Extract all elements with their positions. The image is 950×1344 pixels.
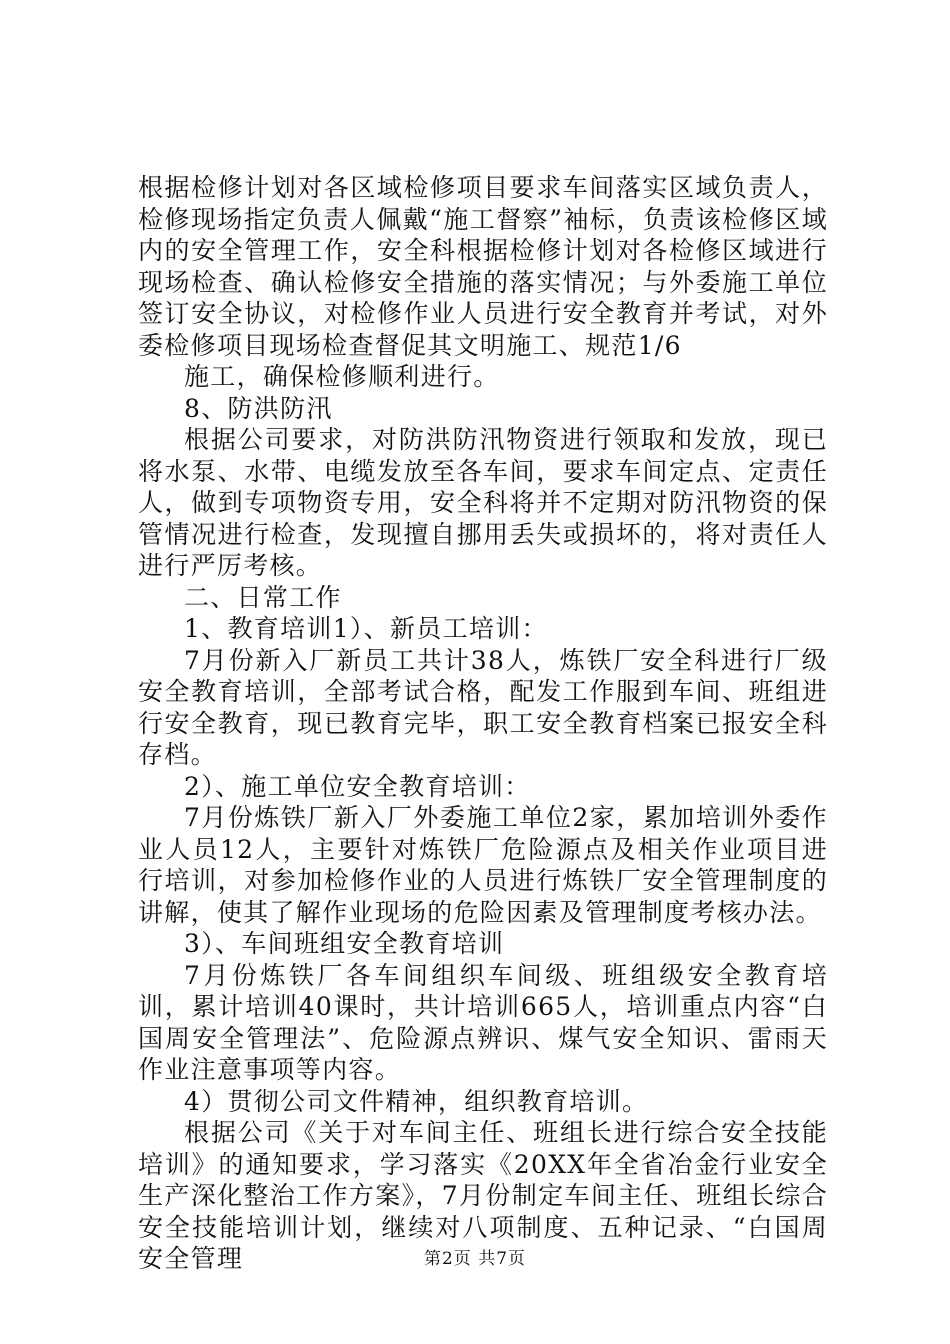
subheading-contractor-training: 2）、施工单位安全教育培训： [184, 771, 531, 801]
subheading-company-directive: 4）贯彻公司文件精神，组织教育培训。 [184, 1086, 649, 1116]
subheading-new-employee-training: 1、教育培训1）、新员工培训： [184, 614, 548, 643]
paragraph-contractor-training: 7月份炼铁厂新入厂外委施工单位2家，累加培训外委作业人员12人，主要针对炼铁厂危险源点及相关作业项目进行培训，对参加检修作业的人员进行炼铁厂安全管理制度的讲解，使其了解作业现场的危险因素及管理制度考核办法。 [138, 803, 828, 927]
document-body [138, 172, 828, 1275]
section-heading-daily-work: 二、日常工作 [184, 582, 342, 612]
paragraph-company-directive: 根据公司《关于对车间主任、班组长进行综合安全技能培训》的通知要求，学习落实《20XX年全省冶金行业安全生产深化整治工作方案》，7月份制定车间主任、班组长综合安全技能培训计划，继续对八项制度、五种记录、“白国周安全管理 [138, 1118, 828, 1273]
paragraph-1: 根据检修计划对各区域检修项目要求车间落实区域负责人，检修现场指定负责人佩戴“施工督察”袖标，负责该检修区域内的安全管理工作，安全科根据检修计划对各检修区域进行现场检查、确认检修安全措施的落实情况；与外委施工单位签订安全协议，对检修作业人员进行安全教育并考试，对外委检修项目现场检查督促其文明施工、规范1/6 [138, 173, 828, 360]
subheading-workshop-training: 3）、车间班组安全教育培训 [184, 929, 505, 958]
paragraph-2: 施工，确保检修顺利进行。 [184, 362, 500, 391]
paragraph-workshop-training: 7月份炼铁厂各车间组织车间级、班组级安全教育培训，累计培训40课时，共计培训665人，培训重点内容“白国周安全管理法”、危险源点辨识、煤气安全知识、雷雨天作业注意事项等内容。 [138, 960, 828, 1084]
section-heading-flood-control: 8、防洪防汛 [184, 393, 333, 423]
paragraph-flood-control: 根据公司要求，对防洪防汛物资进行领取和发放，现已将水泵、水带、电缆发放至各车间，要求车间定点、定责任人，做到专项物资专用，安全科将并不定期对防汛物资的保管情况进行检查，发现擅自挪用丢失或损坏的，将对责任人进行严厉考核。 [138, 425, 828, 580]
page-number-footer: 第2页 共7页 [423, 1249, 527, 1269]
paragraph-new-employee-training: 7月份新入厂新员工共计38人，炼铁厂安全科进行厂级安全教育培训，全部考试合格，配发工作服到车间、班组进行安全教育，现已教育完毕，职工安全教育档案已报安全科存档。 [138, 645, 828, 769]
